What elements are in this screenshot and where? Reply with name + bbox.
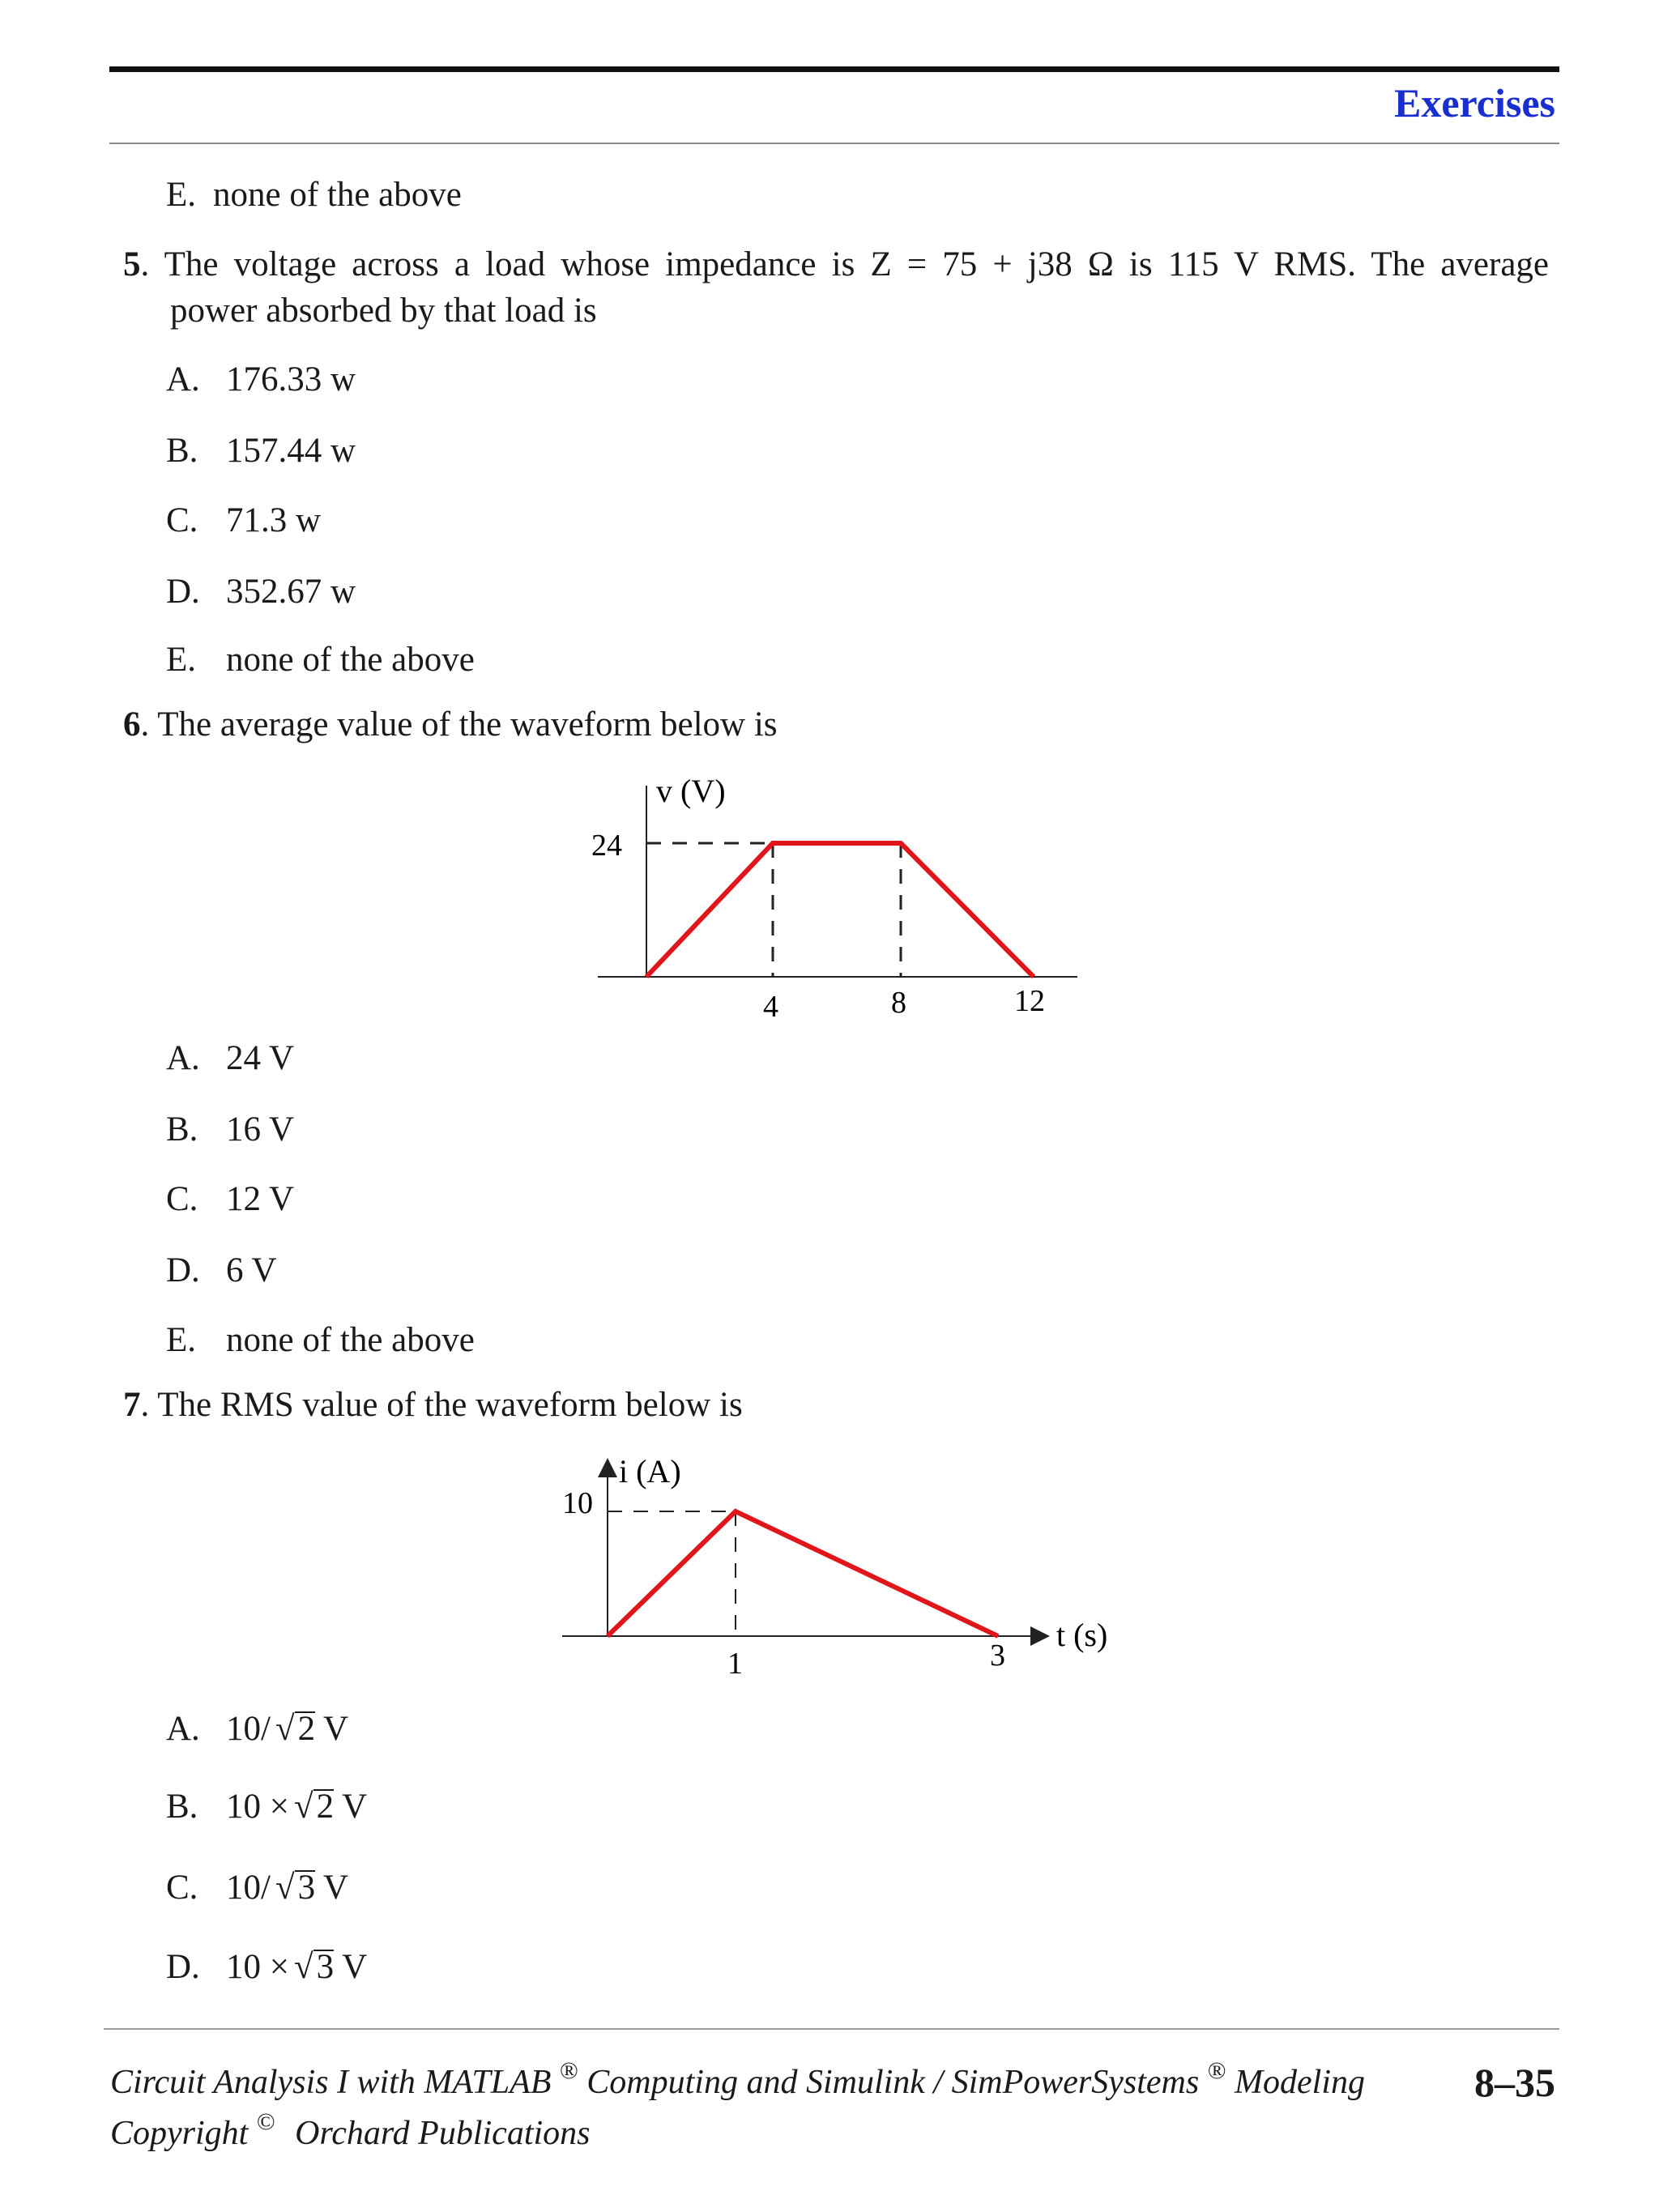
question-text: . The RMS value of the waveform below is: [140, 1386, 743, 1424]
choice-letter: C.: [166, 1869, 198, 1907]
copyright-symbol: ©: [256, 2108, 275, 2135]
choice-text: none of the above: [213, 176, 462, 214]
choice-radicand: 3: [313, 1950, 335, 1984]
q6-choice-e: [166, 1320, 475, 1360]
waveform-line: [646, 843, 1034, 977]
q6-choice-a: [166, 1038, 294, 1078]
choice-letter: C.: [166, 1180, 198, 1218]
choice-letter: A.: [166, 1039, 200, 1077]
choice-text: 6 V: [226, 1251, 277, 1289]
question-number: 7: [123, 1386, 141, 1424]
registered-mark: ®: [559, 2057, 578, 2084]
choice-letter: B.: [166, 432, 198, 470]
q7-choice-b: B. 10 × √2 V: [166, 1788, 368, 1826]
choice-letter: D.: [166, 1948, 200, 1986]
choice-radicand: 2: [313, 1789, 335, 1823]
q5-choice-e: [166, 640, 475, 680]
choice-unit: V: [323, 1869, 349, 1907]
q7-choice-d: D. 10 × √3 V: [166, 1948, 368, 1986]
choice-unit: V: [342, 1788, 368, 1826]
section-title: Exercises: [1393, 80, 1555, 126]
y-axis-label: i (A): [619, 1453, 681, 1490]
book-title-part3: Modeling: [1235, 2064, 1365, 2101]
choice-prefix: 10 ×: [226, 1788, 290, 1826]
choice-radicand: 3: [295, 1870, 316, 1904]
book-title-part1: Circuit Analysis I with MATLAB: [110, 2064, 552, 2101]
question-5: [123, 241, 1549, 334]
q7-waveform-figure: [535, 1450, 1134, 1685]
choice-letter: E.: [166, 641, 197, 679]
choice-letter: D.: [166, 1251, 200, 1289]
book-title: [110, 2057, 1365, 2102]
y-tick-label: 24: [591, 829, 622, 863]
x-tick-label: 3: [990, 1639, 1005, 1673]
question-7: [123, 1385, 743, 1425]
waveform-line: [608, 1511, 998, 1636]
x-tick-label: 1: [727, 1647, 743, 1681]
header-divider: [109, 143, 1559, 144]
choice-letter: E.: [166, 1321, 197, 1359]
choice-prefix: 10/: [226, 1869, 271, 1907]
choice-prefix: 10 ×: [226, 1948, 290, 1986]
q5-choice-a: [166, 360, 356, 399]
q5-choice-b: [166, 431, 356, 471]
choice-prefix: 10/: [226, 1710, 271, 1748]
choice-text: 157.44 w: [226, 432, 356, 470]
question-text-line1: . The voltage across a load whose impedance is Z = 75 + j38 Ω is 115 V RMS. The average: [140, 245, 1549, 283]
q5-choice-d: [166, 572, 356, 612]
copyright-line: [110, 2108, 591, 2153]
choice-text: none of the above: [226, 641, 475, 679]
q7-choice-c: C. 10/ √3 V: [166, 1869, 349, 1907]
q6-choice-d: [166, 1251, 277, 1290]
prev-choice-e: [166, 175, 462, 215]
choice-text: 352.67 w: [226, 573, 356, 611]
choice-text: 12 V: [226, 1180, 295, 1218]
choice-text: 71.3 w: [226, 501, 322, 539]
x-tick-label: 8: [891, 986, 906, 1020]
choice-text: 176.33 w: [226, 360, 356, 399]
q6-choice-b: [166, 1110, 294, 1149]
choice-letter: E.: [166, 176, 197, 214]
choice-letter: C.: [166, 501, 198, 539]
choice-letter: D.: [166, 573, 200, 611]
question-number: 6: [123, 705, 141, 744]
q6-waveform-figure: [567, 769, 1094, 1029]
publisher-name: Orchard Publications: [295, 2115, 591, 2152]
choice-letter: A.: [166, 1710, 200, 1748]
x-tick-label: 12: [1014, 984, 1045, 1018]
copyright-word: Copyright: [110, 2115, 249, 2152]
q7-choice-a: A. 10/ √2 V: [166, 1710, 349, 1748]
choice-text: 24 V: [226, 1039, 295, 1077]
header-rule: [109, 66, 1559, 72]
choice-radicand: 2: [295, 1711, 316, 1745]
y-axis-label: v (V): [656, 773, 726, 809]
question-6: [123, 705, 778, 744]
question-number: 5: [123, 245, 141, 283]
choice-letter: B.: [166, 1788, 198, 1826]
q5-choice-c: [166, 501, 321, 540]
choice-text: 16 V: [226, 1110, 295, 1149]
q6-choice-c: [166, 1179, 294, 1219]
page-number: 8–35: [1474, 2060, 1555, 2105]
choice-letter: A.: [166, 360, 200, 399]
choice-letter: B.: [166, 1110, 198, 1149]
x-axis-label: t (s): [1056, 1617, 1108, 1653]
choice-text: none of the above: [226, 1321, 475, 1359]
question-text-line2: power absorbed by that load is: [170, 292, 597, 330]
choice-unit: V: [342, 1948, 368, 1986]
y-tick-label: 10: [562, 1486, 593, 1520]
x-tick-label: 4: [763, 990, 778, 1024]
registered-mark: ®: [1207, 2057, 1226, 2084]
question-text: . The average value of the waveform below is: [140, 705, 778, 744]
footer-divider: [104, 2028, 1559, 2030]
book-title-part2: Computing and Simulink / SimPowerSystems: [586, 2064, 1200, 2101]
choice-unit: V: [323, 1710, 349, 1748]
